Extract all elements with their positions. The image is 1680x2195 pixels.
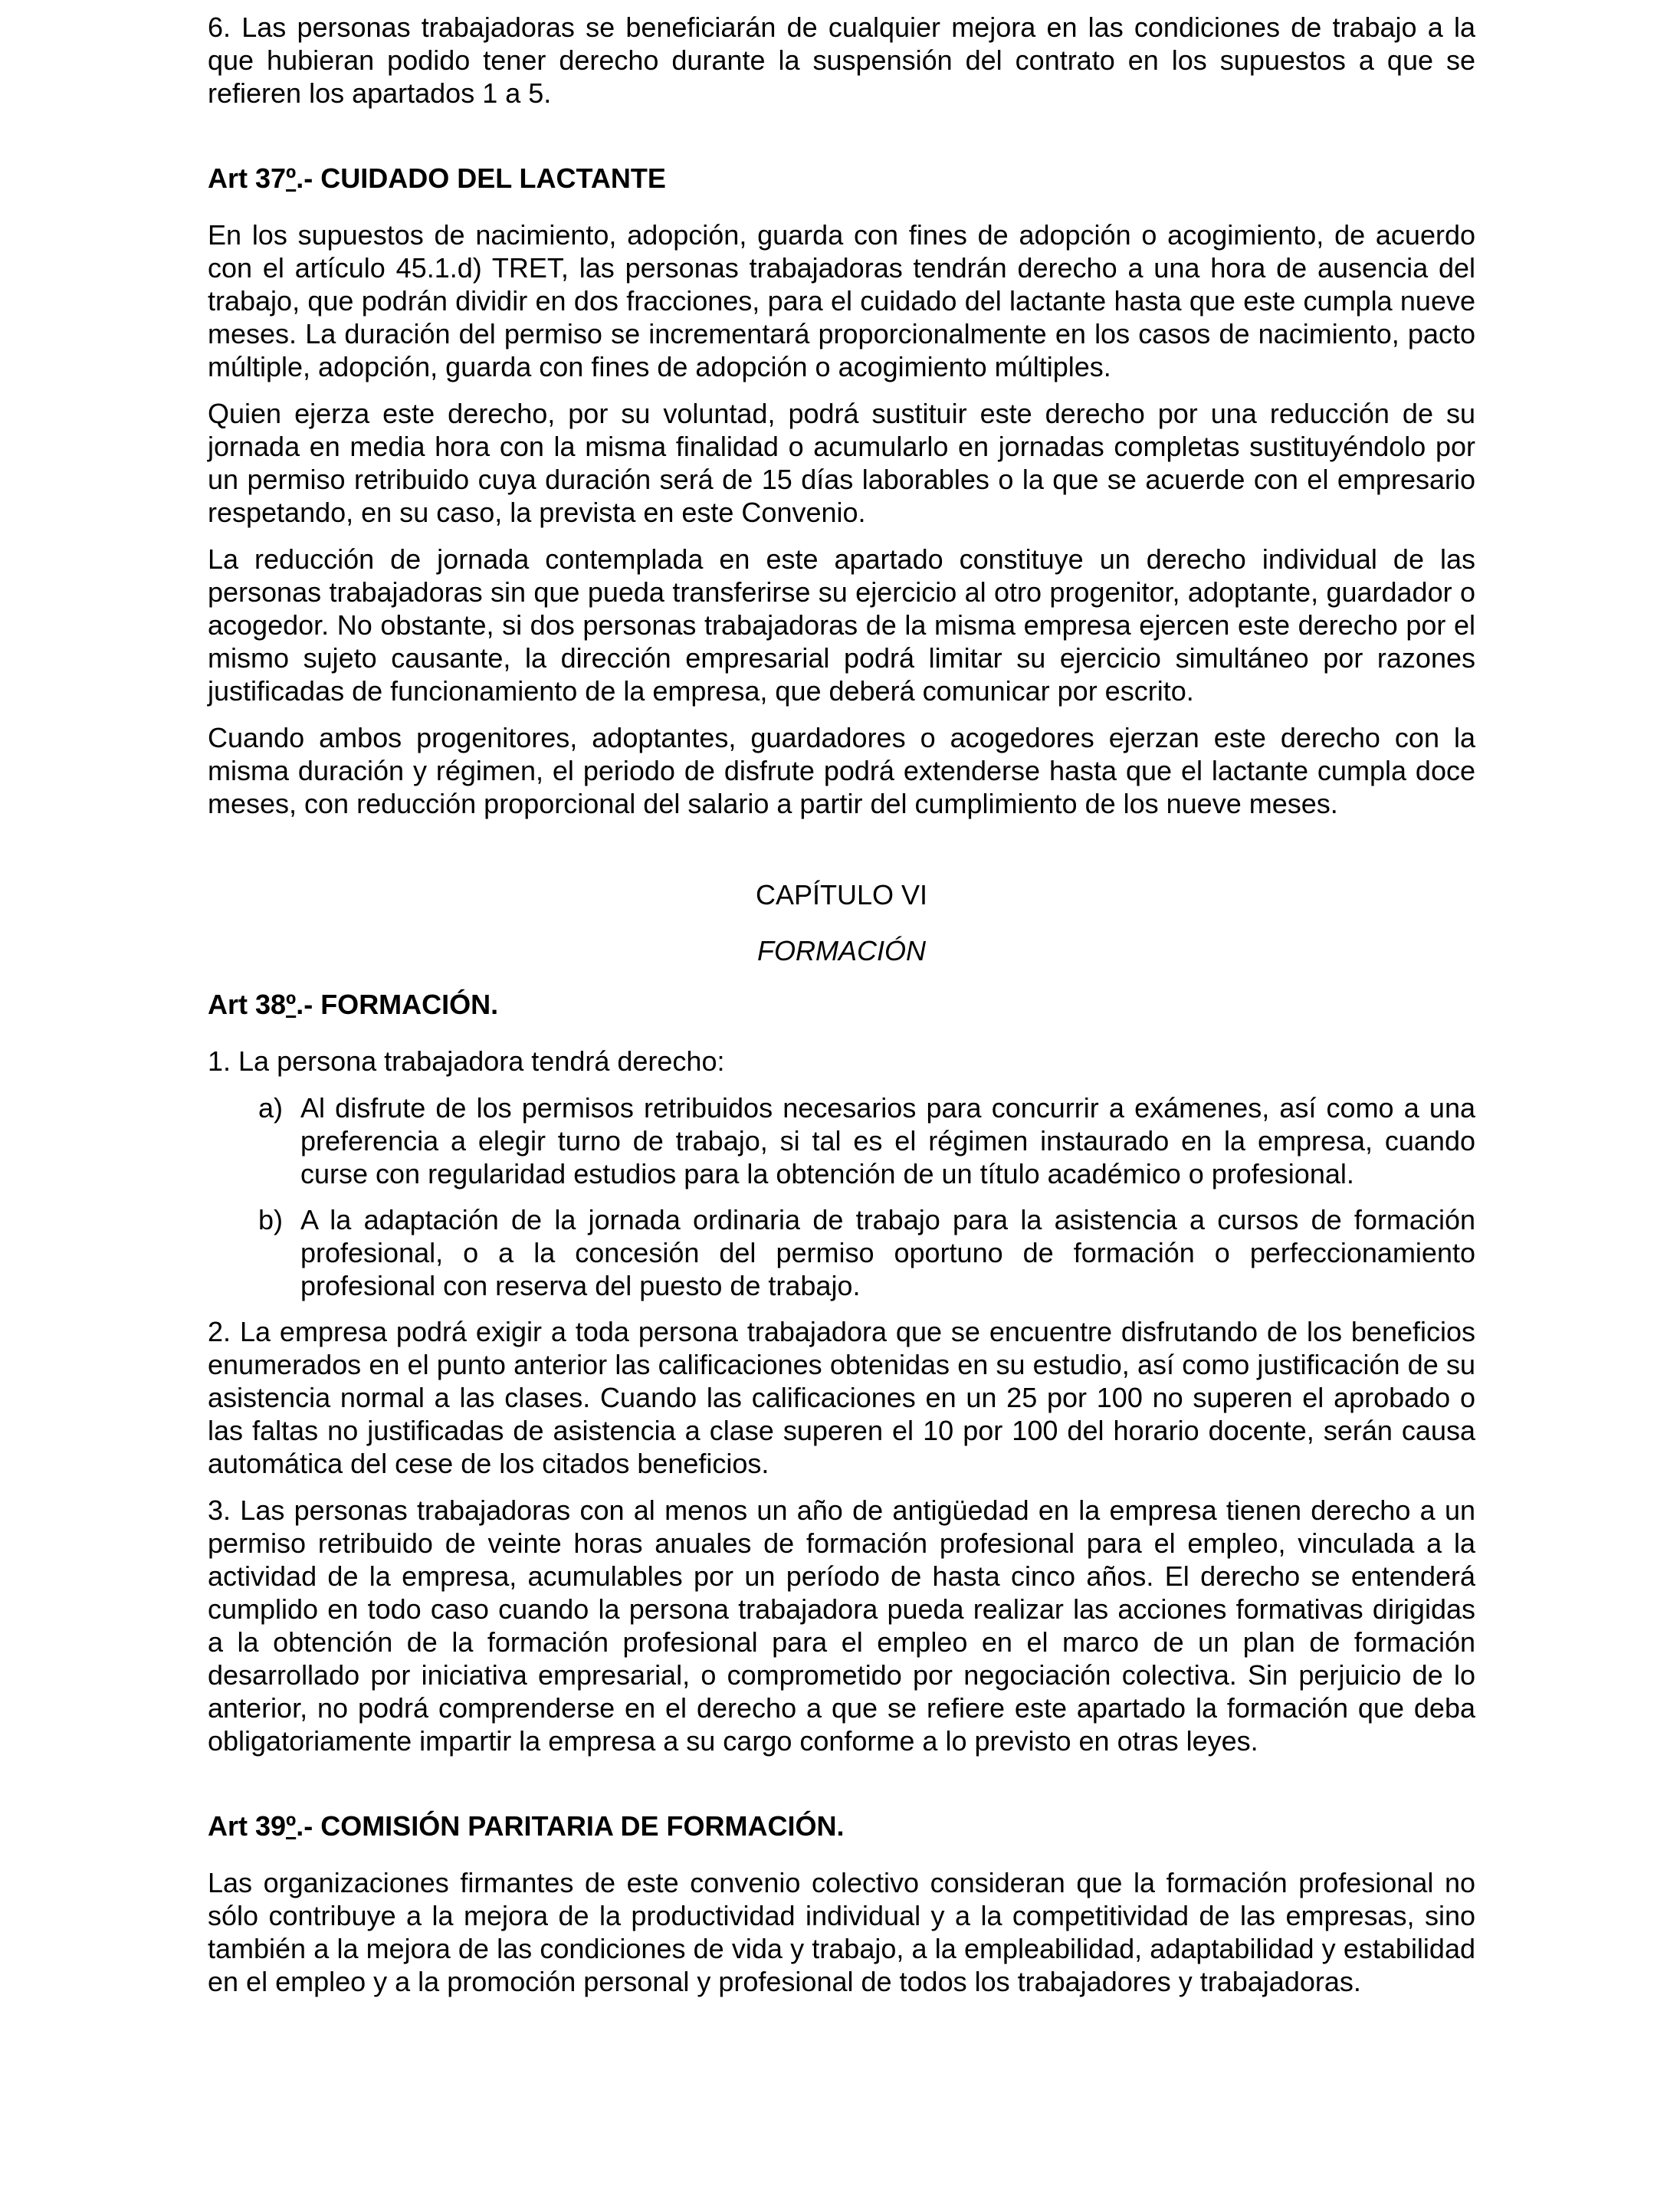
article-39-number: Art 39	[208, 1810, 287, 1842]
article-38-ordinal-indicator: º	[286, 989, 297, 1020]
paragraph-art37-2: Quien ejerza este derecho, por su voluntad, podrá sustituir este derecho por una reducción de su jornada en media hora con la misma finalidad o acumularlo en jornadas completas sustituyéndolo por un permiso retribuido cuya duración será de 15 días laborables o la que se acuerde con el empresario respetando, en su caso, la prevista en este Convenio.	[208, 398, 1475, 528]
list-item-a-marker: a)	[258, 1092, 284, 1124]
article-38-title: .- FORMACIÓN.	[296, 989, 499, 1020]
paragraph-art37-3: La reducción de jornada contemplada en este apartado constituye un derecho individual de las personas trabajadoras sin que pueda transferirse su ejercicio al otro progenitor, adoptante, guardador o acogedor. No obstante, si dos personas trabajadoras de la misma empresa ejercen este derecho por el mismo sujeto causante, la dirección empresarial podrá limitar su ejercicio simultáneo por razones justificadas de funcionamiento de la empresa, que deberá comunicar por escrito.	[208, 543, 1475, 707]
paragraph-art39-1: Las organizaciones firmantes de este convenio colectivo consideran que la formación profesional no sólo contribuye a la mejora de la productividad individual y a la competitividad de las empresas, sino también a la mejora de las condiciones de vida y trabajo, a la empleabilidad, adaptabilidad y estabilidad en el empleo y a la promoción personal y profesional de todos los trabajadores y trabajadoras.	[208, 1867, 1475, 1997]
paragraph-art37-1: En los supuestos de nacimiento, adopción, guarda con fines de adopción o acogimiento, de acuerdo con el artículo 45.1.d) TRET, las personas trabajadoras tendrán derecho a una hora de ausencia del trabajo, que podrán dividir en dos fracciones, para el cuidado del lactante hasta que este cumpla nueve meses. La duración del permiso se incrementará proporcionalmente en los casos de nacimiento, pacto múltiple, adopción, guarda con fines de adopción o acogimiento múltiples.	[208, 219, 1475, 382]
paragraph-art37-4: Cuando ambos progenitores, adoptantes, guardadores o acogedores ejerzan este derecho con la misma duración y régimen, el periodo de disfrute podrá extenderse hasta que el lactante cumpla doce meses, con reducción proporcional del salario a partir del cumplimiento de los nueve meses.	[208, 722, 1475, 819]
paragraph-benefits-clause-6: 6. Las personas trabajadoras se beneficiarán de cualquier mejora en las condiciones de trabajo a la que hubieran podido tener derecho durante la suspensión del contrato en los supuestos a que se refieren los apartados 1 a 5.	[208, 11, 1475, 109]
chapter-6-subtitle: FORMACIÓN	[757, 935, 926, 966]
article-37-heading	[208, 162, 1475, 195]
article-37-title: .- CUIDADO DEL LACTANTE	[296, 162, 666, 194]
article-38-heading	[208, 988, 1475, 1021]
article-37-number: Art 37	[208, 162, 287, 194]
article-39-title: .- COMISIÓN PARITARIA DE FORMACIÓN.	[296, 1810, 845, 1842]
chapter-6-title: CAPÍTULO VI	[755, 879, 928, 910]
list-item-b	[208, 1203, 1475, 1302]
article-39-heading	[208, 1809, 1475, 1842]
list-item-a-text: Al disfrute de los permisos retribuidos necesarios para concurrir a exámenes, así como a una preferencia a elegir turno de trabajo, si tal es el régimen instaurado en la empresa, cuando curse con regularidad estudios para la obtención de un título académico o profesional.	[300, 1092, 1475, 1189]
list-item-a	[208, 1091, 1475, 1190]
article-39-ordinal-indicator: º	[286, 1810, 297, 1842]
article-37-ordinal-indicator: º	[286, 162, 297, 194]
paragraph-art38-2: 2. La empresa podrá exigir a toda persona trabajadora que se encuentre disfrutando de los beneficios enumerados en el punto anterior las calificaciones obtenidas en su estudio, así como justificación de su asistencia normal a las clases. Cuando las calificaciones en un 25 por 100 no superen el aprobado o las faltas no justificadas de asistencia a clase superen el 10 por 100 del horario docente, serán causa automática del cese de los citados beneficios.	[208, 1316, 1475, 1479]
paragraph-art38-3: 3. Las personas trabajadoras con al menos un año de antigüedad en la empresa tienen derecho a un permiso retribuido de veinte horas anuales de formación profesional para el empleo, vinculada a la actividad de la empresa, acumulables por un período de hasta cinco años. El derecho se entenderá cumplido en todo caso cuando la persona trabajadora pueda realizar las acciones formativas dirigidas a la obtención de la formación profesional para el empleo en el marco de un plan de formación desarrollado por iniciativa empresarial, o comprometido por negociación colectiva. Sin perjuicio de lo anterior, no podrá comprenderse en el derecho a que se refiere este apartado la formación que deba obligatoriamente impartir la empresa a su cargo conforme a lo previsto en otras leyes.	[208, 1495, 1475, 1757]
list-item-b-marker: b)	[258, 1204, 284, 1235]
list-item-b-text: A la adaptación de la jornada ordinaria de trabajo para la asistencia a cursos de formación profesional, o a la concesión del permiso oportuno de formación o perfeccionamiento profesional con reserva del puesto de trabajo.	[300, 1204, 1475, 1301]
paragraph-art38-intro: 1. La persona trabajadora tendrá derecho:	[208, 1045, 725, 1077]
article-38-number: Art 38	[208, 989, 287, 1020]
